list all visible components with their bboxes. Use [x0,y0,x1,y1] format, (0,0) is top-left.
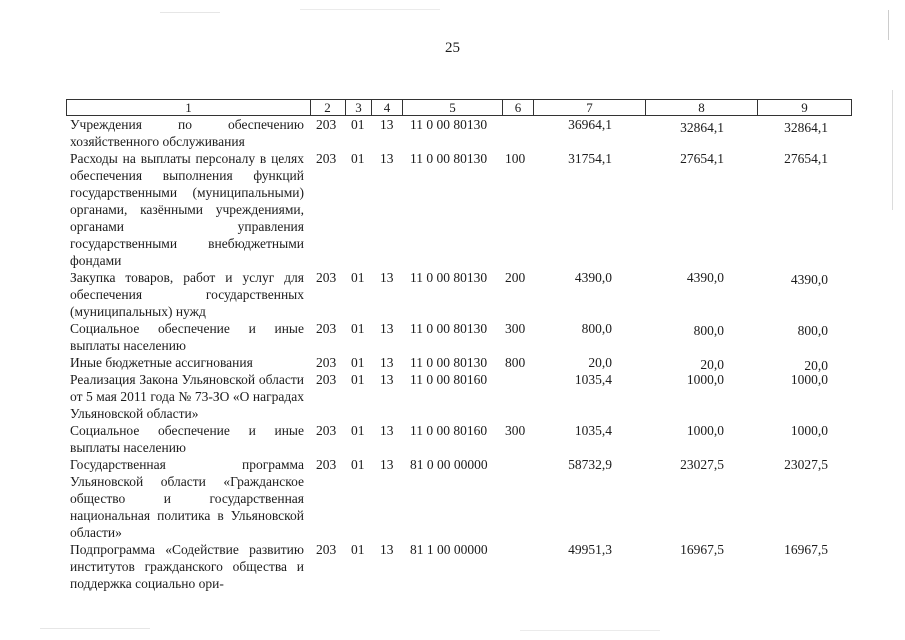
row-col-7: 4390,0 [574,270,612,285]
scan-speck [888,10,889,40]
row-col-7: 1035,4 [574,423,612,438]
scan-speck [300,9,440,10]
header-col-2: 2 [310,99,346,116]
row-col-7: 31754,1 [568,151,612,166]
header-col-1: 1 [66,99,311,116]
row-col-3: 01 [351,151,365,166]
row-col-6: 100 [505,151,526,166]
row-col-9: 4390,0 [790,272,828,287]
row-col-8: 20,0 [700,357,724,372]
row-col-3: 01 [351,117,365,132]
row-col-7: 20,0 [588,355,612,370]
table-row [0,320,905,354]
row-name: Государственная программа Ульяновской области «Гражданское общество и государственная национальная политика в Ульяновской области» [70,457,304,540]
row-col-2: 203 [316,542,337,557]
row-col-6: 300 [505,321,526,336]
row-col-2: 203 [316,117,337,132]
row-col-5: 81 1 00 00000 [410,542,488,557]
row-col-5: 11 0 00 80130 [410,151,488,166]
header-col-7: 7 [534,99,646,116]
row-col-8: 16967,5 [680,542,724,557]
row-col-9: 16967,5 [784,542,828,557]
table-header [66,99,852,116]
row-col-8: 27654,1 [680,151,724,166]
table-body [0,116,905,592]
row-col-8: 23027,5 [680,457,724,472]
row-col-2: 203 [316,423,337,438]
row-col-9: 27654,1 [784,151,828,166]
row-name: Расходы на выплаты персоналу в целях обеспечения выполнения функций государственными (муниципальными) органами, казёнными учреждениями, органами управления государственными внебюджетными фондами [70,151,304,268]
row-name: Подпрограмма «Содействие развитию институтов гражданского общества и поддержка социально ори- [70,542,304,591]
row-col-5: 11 0 00 80130 [410,355,488,370]
scan-speck [160,12,220,13]
row-col-3: 01 [351,457,365,472]
row-col-5: 11 0 00 80130 [410,270,488,285]
row-col-9: 20,0 [804,358,828,373]
row-col-2: 203 [316,355,337,370]
row-col-4: 13 [380,355,394,370]
row-col-4: 13 [380,321,394,336]
row-name: Учреждения по обеспечению хозяйственного обслуживания [70,117,304,149]
scan-speck [40,628,150,629]
row-col-4: 13 [380,117,394,132]
header-col-4: 4 [372,99,403,116]
row-col-3: 01 [351,355,365,370]
row-col-2: 203 [316,151,337,166]
row-col-9: 23027,5 [784,457,828,472]
row-col-4: 13 [380,270,394,285]
table-row [0,541,905,592]
row-col-3: 01 [351,372,365,387]
row-col-2: 203 [316,321,337,336]
row-col-5: 11 0 00 80160 [410,372,488,387]
row-col-8: 1000,0 [686,372,724,387]
table-row [0,371,905,422]
table-row [0,456,905,541]
table-row [0,269,905,320]
row-col-7: 1035,4 [574,372,612,387]
row-col-9: 800,0 [797,323,828,338]
row-col-6: 200 [505,270,526,285]
header-col-9: 9 [758,99,852,116]
row-col-9: 1000,0 [790,372,828,387]
row-col-3: 01 [351,321,365,336]
row-col-3: 01 [351,270,365,285]
row-name: Реализация Закона Ульяновской области от 5 мая 2011 года № 73-ЗО «О наградах Ульяновской области» [70,372,304,421]
row-name: Иные бюджетные ассигнования [70,355,253,370]
row-col-5: 11 0 00 80130 [410,117,488,132]
row-col-2: 203 [316,372,337,387]
row-name: Закупка товаров, работ и услуг для обеспечения государственных (муниципальных) нужд [70,270,304,319]
row-col-5: 11 0 00 80130 [410,321,488,336]
row-col-8: 1000,0 [686,423,724,438]
header-col-8: 8 [646,99,758,116]
row-col-6: 800 [505,355,526,370]
row-col-7: 49951,3 [568,542,612,557]
row-col-7: 58732,9 [568,457,612,472]
row-col-2: 203 [316,457,337,472]
row-col-4: 13 [380,542,394,557]
row-col-9: 32864,1 [784,120,828,135]
header-col-3: 3 [346,99,372,116]
row-col-9: 1000,0 [790,423,828,438]
row-col-8: 32864,1 [680,120,724,135]
row-col-8: 4390,0 [686,270,724,285]
row-col-7: 800,0 [581,321,612,336]
header-col-5: 5 [403,99,503,116]
row-col-3: 01 [351,542,365,557]
table-row [0,422,905,456]
page-number: 25 [445,40,460,56]
table-row [0,354,905,371]
row-col-5: 11 0 00 80160 [410,423,488,438]
row-col-8: 800,0 [693,323,724,338]
row-name: Социальное обеспечение и иные выплаты населению [70,321,304,353]
row-col-7: 36964,1 [568,117,612,132]
row-col-4: 13 [380,457,394,472]
row-col-3: 01 [351,423,365,438]
table-row [0,116,905,150]
row-col-2: 203 [316,270,337,285]
table-row [0,150,905,269]
row-name: Социальное обеспечение и иные выплаты населению [70,423,304,455]
row-col-4: 13 [380,423,394,438]
header-col-6: 6 [503,99,534,116]
row-col-4: 13 [380,372,394,387]
row-col-4: 13 [380,151,394,166]
row-col-6: 300 [505,423,526,438]
scan-speck [520,630,660,631]
row-col-5: 81 0 00 00000 [410,457,488,472]
scan-speck [892,90,893,210]
